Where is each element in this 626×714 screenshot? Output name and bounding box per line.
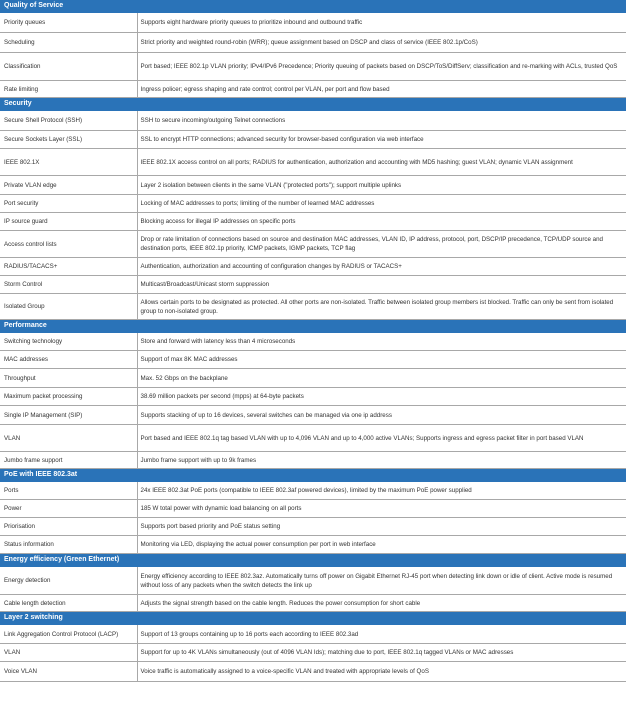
feature-name: Rate limiting — [0, 81, 137, 98]
feature-name: VLAN — [0, 425, 137, 452]
spec-row — [0, 644, 626, 662]
feature-description: Support of max 8K MAC addresses — [137, 351, 626, 369]
feature-name: Isolated Group — [0, 294, 137, 320]
spec-row — [0, 406, 626, 425]
spec-row — [0, 482, 626, 500]
feature-description: Energy efficiency according to IEEE 802.3az. Automatically turns off power on Gigabit Ethernet RJ-45 port when detecting link down or idle of client. Active mode is resumed without loss of any packets when the switch detects the link up — [137, 567, 626, 595]
spec-row — [0, 13, 626, 33]
spec-row — [0, 536, 626, 554]
feature-description: Blocking access for illegal IP addresses on specific ports — [137, 213, 626, 231]
feature-name: Scheduling — [0, 33, 137, 53]
spec-row — [0, 53, 626, 81]
feature-name: Priority queues — [0, 13, 137, 33]
spec-row — [0, 213, 626, 231]
feature-name: Status information — [0, 536, 137, 554]
feature-description: Support for up to 4K VLANs simultaneously (out of 4096 VLAN Ids); matching due to port, IEEE 802.1q tagged VLANs or MAC adresses — [137, 644, 626, 662]
feature-name: IEEE 802.1X — [0, 149, 137, 176]
spec-row — [0, 595, 626, 612]
section-title: Layer 2 switching — [0, 612, 626, 625]
spec-row — [0, 258, 626, 276]
feature-description: SSL to encrypt HTTP connections; advanced security for browser-based configuration via web interface — [137, 131, 626, 149]
feature-description: IEEE 802.1X access control on all ports; RADIUS for authentication, authorization and accounting with MD5 hashing; guest VLAN; dynamic VLAN assignment — [137, 149, 626, 176]
section-header-row — [0, 469, 626, 482]
spec-row — [0, 131, 626, 149]
spec-row — [0, 662, 626, 682]
feature-description: Multicast/Broadcast/Unicast storm suppression — [137, 276, 626, 294]
feature-name: Classification — [0, 53, 137, 81]
spec-row — [0, 625, 626, 644]
spec-row — [0, 195, 626, 213]
spec-row — [0, 111, 626, 131]
feature-name: Jumbo frame support — [0, 452, 137, 469]
feature-description: 38.69 million packets per second (mpps) at 64-byte packets — [137, 388, 626, 406]
feature-name: Link Aggregation Control Protocol (LACP) — [0, 625, 137, 644]
spec-row — [0, 81, 626, 98]
feature-description: Max. 52 Gbps on the backplane — [137, 369, 626, 388]
feature-name: Secure Shell Protocol (SSH) — [0, 111, 137, 131]
feature-description: Jumbo frame support with up to 9k frames — [137, 452, 626, 469]
feature-name: Access control lists — [0, 231, 137, 258]
feature-description: 185 W total power with dynamic load balancing on all ports — [137, 500, 626, 518]
feature-description: Port based; IEEE 802.1p VLAN priority; IPv4/IPv6 Precedence; Priority queuing of packets based on DSCP/ToS/DiffServ; classification and re-marking with ACLs, trusted QoS — [137, 53, 626, 81]
feature-name: Secure Sockets Layer (SSL) — [0, 131, 137, 149]
feature-name: Port security — [0, 195, 137, 213]
feature-description: Support of 13 groups containing up to 16 ports each according to IEEE 802.3ad — [137, 625, 626, 644]
feature-description: Adjusts the signal strength based on the cable length. Reduces the power consumption for short cable — [137, 595, 626, 612]
spec-row — [0, 149, 626, 176]
feature-name: IP source guard — [0, 213, 137, 231]
feature-description: Monitoring via LED, displaying the actual power consumption per port in web interface — [137, 536, 626, 554]
spec-row — [0, 333, 626, 351]
spec-row — [0, 231, 626, 258]
feature-name: MAC addresses — [0, 351, 137, 369]
section-title: Energy efficiency (Green Ethernet) — [0, 554, 626, 567]
spec-row — [0, 294, 626, 320]
spec-row — [0, 33, 626, 53]
feature-description: Layer 2 isolation between clients in the same VLAN ("protected ports"); support multiple uplinks — [137, 176, 626, 195]
spec-row — [0, 176, 626, 195]
feature-description: Supports port based priority and PoE status setting — [137, 518, 626, 536]
feature-name: Ports — [0, 482, 137, 500]
section-header-row — [0, 612, 626, 625]
feature-name: Maximum packet processing — [0, 388, 137, 406]
feature-name: Power — [0, 500, 137, 518]
spec-row — [0, 425, 626, 452]
feature-description: Port based and IEEE 802.1q tag based VLAN with up to 4,096 VLAN and up to 4,000 active VLANs; Supports ingress and egress packet filter in port based VLAN — [137, 425, 626, 452]
feature-description: Supports eight hardware priority queues to prioritize inbound and outbound traffic — [137, 13, 626, 33]
section-title: PoE with IEEE 802.3at — [0, 469, 626, 482]
feature-name: Storm Control — [0, 276, 137, 294]
feature-description: Voice traffic is automatically assigned to a voice-specific VLAN and treated with appropriate levels of QoS — [137, 662, 626, 682]
feature-description: Drop or rate limitation of connections based on source and destination MAC addresses, VLAN ID, IP address, protocol, port, DSCP/IP precedence, TCP/UDP source and destination ports, IEEE 802.1p priority, ICMP packets, IGMP packets, TCP flag — [137, 231, 626, 258]
spec-row — [0, 500, 626, 518]
feature-name: RADIUS/TACACS+ — [0, 258, 137, 276]
feature-description: Supports stacking of up to 16 devices, several switches can be managed via one ip address — [137, 406, 626, 425]
feature-name: Cable length detection — [0, 595, 137, 612]
section-header-row — [0, 0, 626, 13]
feature-name: Switching technology — [0, 333, 137, 351]
feature-description: Strict priority and weighted round-robin (WRR); queue assignment based on DSCP and class of service (IEEE 802.1p/CoS) — [137, 33, 626, 53]
spec-row — [0, 351, 626, 369]
feature-name: Single IP Management (SIP) — [0, 406, 137, 425]
feature-description: Ingress policer; egress shaping and rate control; control per VLAN, per port and flow based — [137, 81, 626, 98]
spec-row — [0, 518, 626, 536]
section-title: Quality of Service — [0, 0, 626, 13]
spec-row — [0, 388, 626, 406]
spec-row — [0, 452, 626, 469]
section-header-row — [0, 320, 626, 333]
section-title: Performance — [0, 320, 626, 333]
feature-name: Energy detection — [0, 567, 137, 595]
feature-name: Voice VLAN — [0, 662, 137, 682]
feature-description: Locking of MAC addresses to ports; limiting of the number of learned MAC addresses — [137, 195, 626, 213]
feature-description: Store and forward with latency less than 4 microseconds — [137, 333, 626, 351]
spec-row — [0, 567, 626, 595]
feature-name: VLAN — [0, 644, 137, 662]
feature-name: Throughput — [0, 369, 137, 388]
spec-row — [0, 276, 626, 294]
spec-row — [0, 369, 626, 388]
feature-description: Authentication, authorization and accounting of configuration changes by RADIUS or TACACS+ — [137, 258, 626, 276]
feature-description: SSH to secure incoming/outgoing Telnet connections — [137, 111, 626, 131]
section-title: Security — [0, 98, 626, 111]
feature-description: Allows certain ports to be designated as protected. All other ports are non-isolated. Traffic between isolated group members ist blocked. Traffic can only be sent from isolated group to non-isolated group. — [137, 294, 626, 320]
section-header-row — [0, 554, 626, 567]
feature-name: Priorisation — [0, 518, 137, 536]
section-header-row — [0, 98, 626, 111]
feature-description: 24x IEEE 802.3at PoE ports (compatible to IEEE 802.3af powered devices), limited by the maximum PoE power supplied — [137, 482, 626, 500]
feature-name: Private VLAN edge — [0, 176, 137, 195]
